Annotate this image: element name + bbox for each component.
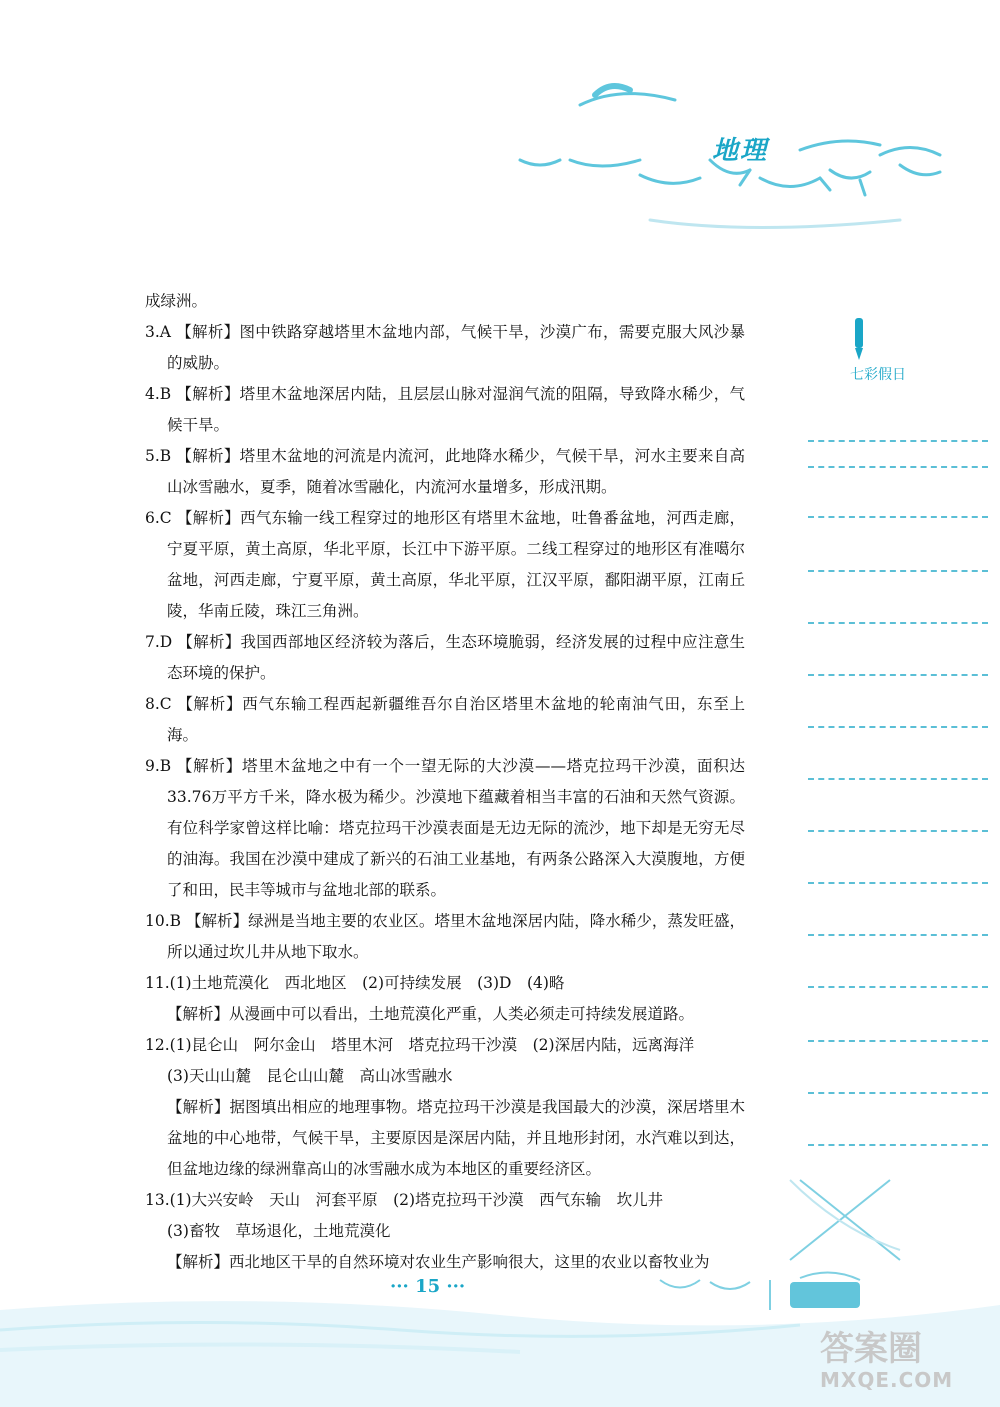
- content-paragraph: (3)畜牧 草场退化，土地荒漠化: [167, 1222, 391, 1240]
- watermark: [820, 1330, 953, 1392]
- content-paragraph: (3)天山山麓 昆仑山山麓 高山冰雪融水: [167, 1067, 453, 1085]
- note-line: [808, 830, 988, 832]
- content-paragraph: 5.B 【解析】塔里木盆地的河流是内流河，此地降水稀少，气候干旱，河水主要来自高山冰雪融水，夏季，随着冰雪融化，内流河水量增多，形成汛期。: [145, 447, 745, 496]
- content-paragraph: 【解析】据图填出相应的地理事物。塔克拉玛干沙漠是我国最大的沙漠，深居塔里木盆地的中心地带，气候干旱，主要原因是深居内陆，并且地形封闭，水汽难以到达，但盆地边缘的绿洲靠高山的冰雪融水成为本地区的重要经济区。: [167, 1098, 745, 1178]
- subject-title: 地理: [712, 136, 769, 166]
- note-line: [808, 986, 988, 988]
- content-paragraph: 11.(1)土地荒漠化 西北地区 (2)可持续发展 (3)D (4)略: [145, 974, 565, 992]
- note-line: [808, 674, 988, 676]
- content-paragraph: 【解析】从漫画中可以看出，土地荒漠化严重，人类必须走可持续发展道路。: [167, 1005, 695, 1023]
- content-paragraph: 10.B 【解析】绿洲是当地主要的农业区。塔里木盆地深居内陆，降水稀少，蒸发旺盛，所以通过坎儿井从地下取水。: [145, 912, 745, 961]
- content-paragraph: 8.C 【解析】西气东输工程西起新疆维吾尔自治区塔里木盆地的轮南油气田，东至上海。: [145, 695, 745, 744]
- content-paragraph: 6.C 【解析】西气东输一线工程穿过的地形区有塔里木盆地，吐鲁番盆地，河西走廊，宁夏平原，黄土高原，华北平原，长江中下游平原。二线工程穿过的地形区有准噶尔盆地，河西走廊，宁夏平原，黄土高原，华北平原，江汉平原，鄱阳湖平原，江南丘陵，华南丘陵，珠江三角洲。: [145, 509, 745, 620]
- content-paragraph: 【解析】西北地区干旱的自然环境对农业生产影响很大，这里的农业以畜牧业为: [167, 1253, 710, 1271]
- note-line: [808, 882, 988, 884]
- note-line: [808, 1040, 988, 1042]
- content-paragraph: 13.(1)大兴安岭 天山 河套平原 (2)塔克拉玛干沙漠 西气东输 坎儿井: [145, 1191, 664, 1209]
- sidebar-label: 七彩假日: [850, 367, 906, 383]
- pen-icon: [852, 318, 866, 362]
- note-line: [808, 466, 988, 468]
- watermark-cn: 答案圈: [820, 1329, 922, 1369]
- content-paragraph: 成绿洲。: [145, 292, 208, 310]
- content-paragraph: 7.D 【解析】我国西部地区经济较为落后，生态环境脆弱，经济发展的过程中应注意生态环境的保护。: [145, 633, 745, 682]
- watermark-en: MXQE.COM: [820, 1368, 954, 1392]
- content-paragraph: 3.A 【解析】图中铁路穿越塔里木盆地内部，气候干旱，沙漠广布，需要克服大风沙暴的威胁。: [145, 323, 745, 372]
- note-line: [808, 1144, 988, 1146]
- note-line: [808, 440, 988, 442]
- note-line: [808, 778, 988, 780]
- content-paragraph: 9.B 【解析】塔里木盆地之中有一个一望无际的大沙漠——塔克拉玛干沙漠，面积达33.76万平方千米，降水极为稀少。沙漠地下蕴藏着相当丰富的石油和天然气资源。有位科学家曾这样比喻：塔克拉玛干沙漠表面是无边无际的流沙，地下却是无穷无尽的油海。我国在沙漠中建成了新兴的石油工业基地，有两条公路深入大漠腹地，方便了和田，民丰等城市与盆地北部的联系。: [145, 757, 745, 899]
- note-line: [808, 622, 988, 624]
- note-line: [808, 570, 988, 572]
- note-line: [808, 934, 988, 936]
- note-line: [808, 1092, 988, 1094]
- note-line: [808, 516, 988, 518]
- content-paragraph: 4.B 【解析】塔里木盆地深居内陆，且层层山脉对湿润气流的阻隔，导致降水稀少，气候干旱。: [145, 385, 745, 434]
- note-line: [808, 726, 988, 728]
- page-number: ··· 15 ···: [390, 1276, 466, 1297]
- content-paragraph: 12.(1)昆仑山 阿尔金山 塔里木河 塔克拉玛干沙漠 (2)深居内陆，远离海洋: [145, 1036, 695, 1054]
- answer-content: [145, 286, 745, 1278]
